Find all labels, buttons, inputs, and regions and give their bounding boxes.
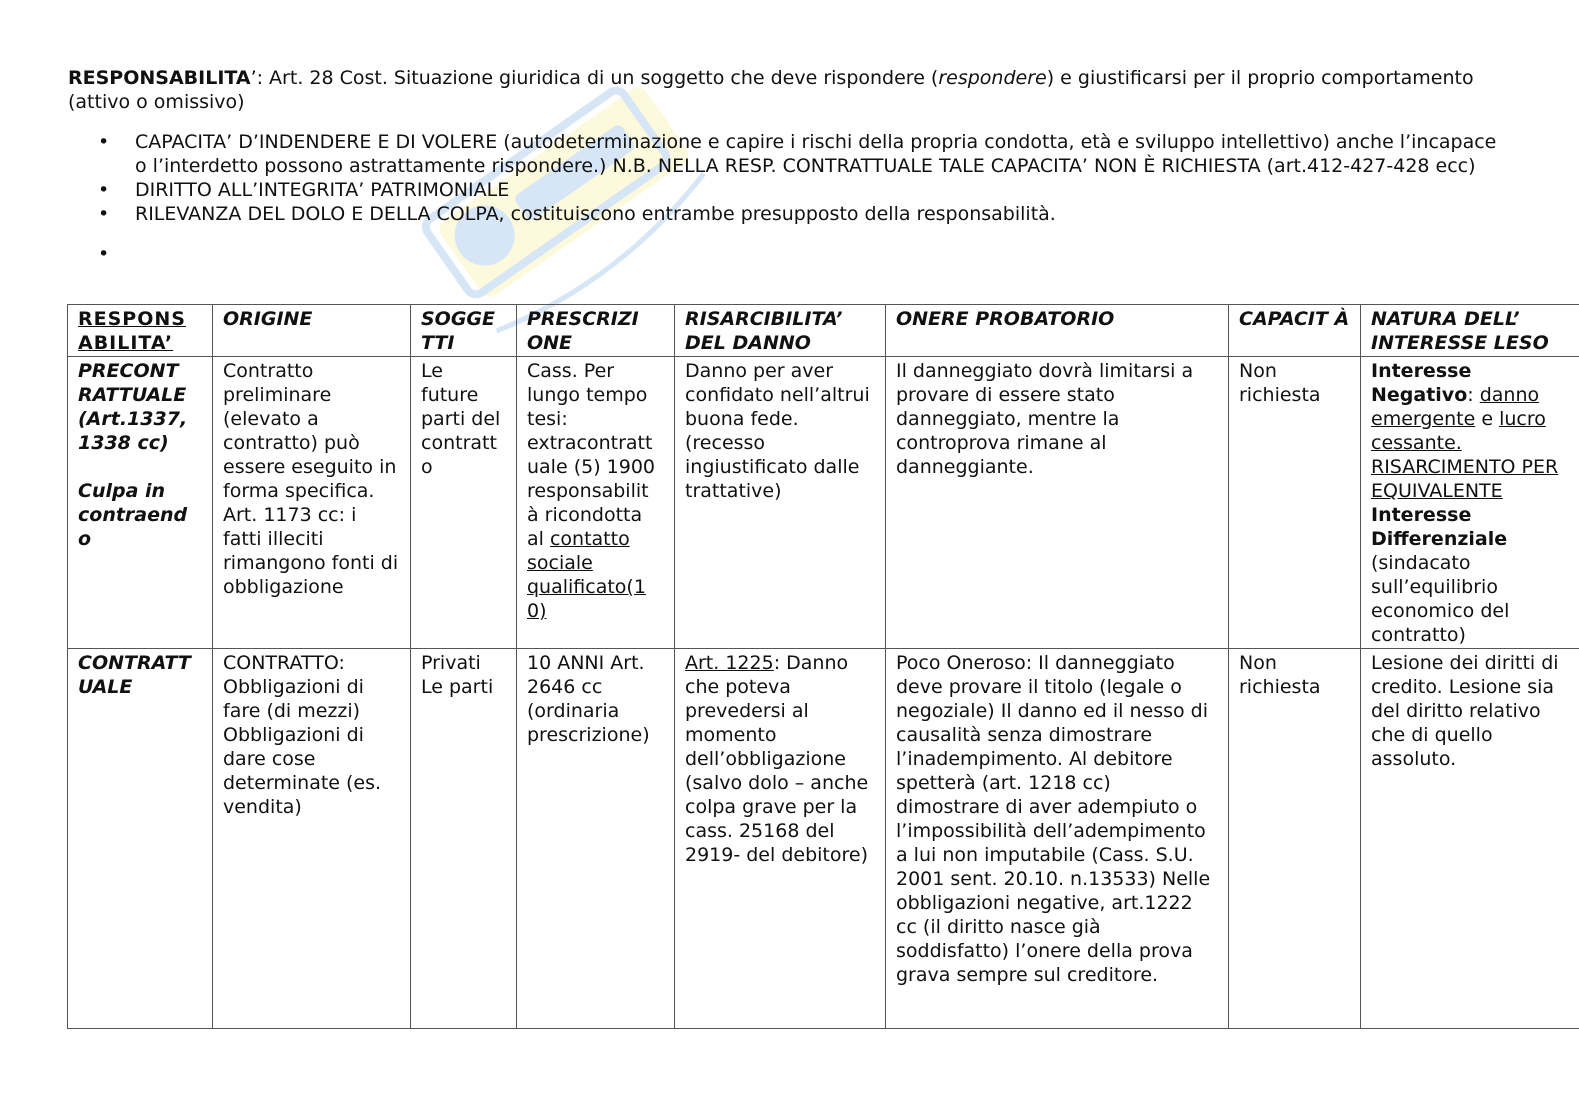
cell-prescrizione: 10 ANNI Art. 2646 cc (ordinaria prescrizione) [517, 649, 675, 1029]
responsabilita-table [67, 304, 1579, 1029]
contrattuale-label: CONTRATT UALE [78, 652, 191, 698]
cell-risarcibilita: Danno per aver confidato nell’altrui buona fede. (recesso ingiustificato dalle trattative) [675, 357, 886, 649]
cell-capacita: Non richiesta [1229, 649, 1361, 1029]
cell-soggetti: Le future parti del contratt o [411, 357, 517, 649]
cell-natura-interesse [1361, 357, 1579, 649]
risarcibilita-text: : Danno che poteva prevedersi al momento dell’obbligazione (salvo dolo – anche colpa grave per la cass. 25168 del 2919- del debitore) [685, 652, 869, 866]
natura-sep: : [1467, 384, 1480, 406]
header-origine: ORIGINE [213, 305, 411, 357]
bullet-item-rilevanza: • RILEVANZA DEL DOLO E DELLA COLPA, costituiscono entrambe presupposto della responsabilità. [68, 202, 1508, 226]
cell-soggetti: Privati Le parti [411, 649, 517, 1029]
natura-rest-text: (sindacato sull’equilibrio economico del contratto) [1371, 552, 1510, 646]
header-onere-probatorio: ONERE PROBATORIO [886, 305, 1229, 357]
precontrattuale-label: PRECONT RATTUALE (Art.1337, 1338 cc) [78, 360, 188, 454]
cell-type-contrattuale [68, 649, 213, 1029]
lucro-cessante-text: lucro cessante. [1371, 408, 1546, 454]
cell-risarcibilita [675, 649, 886, 1029]
prescrizione-text: Cass. Per lungo tempo tesi: extracontratt uale (5) 1900 responsabilit à ricondotta al [527, 360, 655, 550]
intro-text-rest: ) e giustificarsi per il proprio comportamento (attivo o omissivo) [68, 67, 1474, 113]
bullet-item-empty [68, 242, 1508, 266]
intro-title: RESPONSABILITA [68, 67, 251, 89]
header-prescrizione: PRESCRIZI ONE [517, 305, 675, 357]
intro-title-suffix: ’: Art. 28 Cost. Situazione giuridica di un soggetto che deve rispondere ( [250, 67, 939, 89]
bullet-item-diritto: • DIRITTO ALL’INTEGRITA’ PATRIMONIALE [68, 178, 1508, 202]
cell-type-precontrattuale [68, 357, 213, 649]
intro-paragraph [68, 66, 1508, 114]
table-row [68, 649, 1579, 1029]
art-1225-link-text: Art. 1225 [685, 652, 774, 674]
cell-spacer [78, 455, 202, 479]
interesse-differenziale-label: Interesse Differenziale [1371, 504, 1508, 550]
bullet-item-capacita: • CAPACITA’ D’INDENDERE E DI VOLERE (autodeterminazione e capire i rischi della propria condotta, età e sviluppo intellettivo) anche l’incapace o l’interdetto possono astrattamente rispondere.) N.B. NELLA RESP. CONTRATTUALE TALE CAPACITA’ NON È RICHIESTA (art.412-427-428 ecc) [68, 130, 1508, 178]
bullet-list [68, 130, 1508, 266]
header-natura-interesse: NATURA DELL’ INTERESSE LESO [1361, 305, 1579, 357]
cell-prescrizione [517, 357, 675, 649]
header-capacita: CAPACIT À [1229, 305, 1361, 357]
prescrizione-underlined: contatto sociale qualificato(1 0) [527, 528, 646, 622]
cell-natura-interesse: Lesione dei diritti di credito. Lesione sia del diritto relativo che di quello assoluto. [1361, 649, 1579, 1029]
cell-onere-probatorio: Poco Oneroso: Il danneggiato deve provare il titolo (legale o negoziale) Il danno ed il nesso di causalità senza dimostrare l’inadempimento. Al debitore spetterà (art. 1218 cc) dimostrare di aver adempiuto o l’impossibilità dell’adempimento a lui non imputabile (Cass. S.U. 2001 sent. 20.10. n.13533) Nelle obbligazioni negative, art.1222 cc (il diritto nasce già soddisfatto) l’onere della prova grava sempre sul creditore. [886, 649, 1229, 1029]
cell-onere-probatorio: Il danneggiato dovrà limitarsi a provare di essere stato danneggiato, mentre la controprova rimane al danneggiante. [886, 357, 1229, 649]
cell-capacita: Non richiesta [1229, 357, 1361, 649]
culpa-in-contraendo-label: Culpa in contraend o [78, 480, 188, 550]
table-row [68, 357, 1579, 649]
danno-emergente-text: danno emergente [1371, 384, 1540, 430]
risarcimento-equivalente-text: RISARCIMENTO PER EQUIVALENTE [1371, 456, 1559, 502]
header-soggetti: SOGGE TTI [411, 305, 517, 357]
intro-section [68, 66, 1508, 266]
interesse-negativo-label: Interesse Negativo [1371, 360, 1472, 406]
natura-and: e [1475, 408, 1500, 430]
cell-origine: Contratto preliminare (elevato a contratto) può essere eseguito in forma specifica. Art. 1173 cc: i fatti illeciti rimangono fonti di obbligazione [213, 357, 411, 649]
header-risarcibilita: RISARCIBILITA’ DEL DANNO [675, 305, 886, 357]
header-responsabilita: RESPONS ABILITA’ [68, 305, 213, 357]
cell-origine: CONTRATTO: Obbligazioni di fare (di mezzi) Obbligazioni di dare cose determinate (es. vendita) [213, 649, 411, 1029]
table-header-row [68, 305, 1579, 357]
intro-italic-word: respondere [938, 67, 1047, 89]
